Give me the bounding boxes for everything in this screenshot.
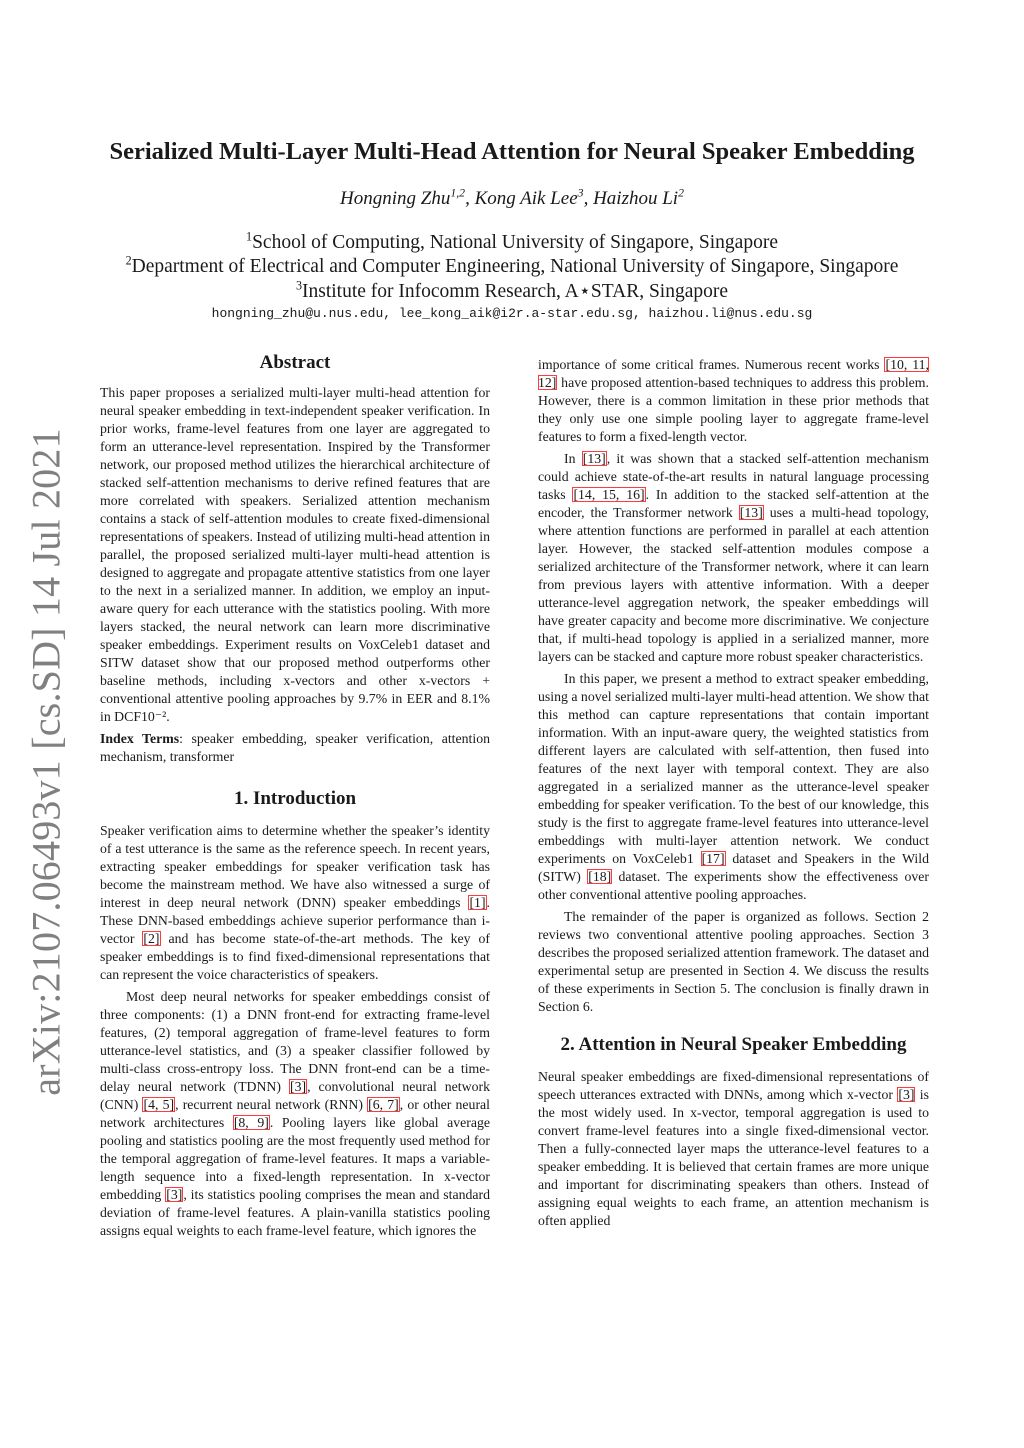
intro-paragraph-4 bbox=[538, 450, 929, 666]
text-run: Neural speaker embeddings are fixed-dimensional representations of speech utterances extracted with DNNs, among which x-vector bbox=[538, 1069, 929, 1102]
index-terms-label: Index Terms bbox=[100, 731, 180, 746]
citation-link[interactable]: [3] bbox=[166, 1187, 183, 1202]
author-separator: , bbox=[583, 188, 594, 209]
author-name: Kong Aik Lee bbox=[474, 188, 578, 209]
affil-text: Department of Electrical and Computer Engineering, National University of Singapore, Singapore bbox=[131, 256, 899, 277]
text-run: dataset and Speakers in the Wild (SITW) bbox=[538, 851, 929, 884]
text-run: Most deep neural networks for speaker embeddings consist of three components: (1) a DNN front-end for extracting frame-level features, (2) temporal aggregation of frame-level features to form utterance-level statistics, and (3) a speaker classifier followed by multi-class cross-entropy loss. The DNN front-end can be a time-delay neural network (TDNN) bbox=[100, 989, 490, 1094]
citation-link[interactable]: [17] bbox=[701, 851, 725, 866]
text-run: have proposed attention-based techniques to address this problem. However, there is a common limitation in these prior methods that they only use one simple pooling layer to aggregate frame-level features to form a fixed-length vector. bbox=[538, 375, 929, 444]
arxiv-sidebar bbox=[23, 428, 69, 1096]
right-column bbox=[538, 356, 929, 1234]
intro-paragraph-2 bbox=[100, 988, 490, 1240]
citation-link[interactable]: [3] bbox=[289, 1079, 307, 1094]
paper-title: Serialized Multi-Layer Multi-Head Attention for Neural Speaker Embedding bbox=[109, 138, 915, 165]
affiliation-3 bbox=[40, 279, 984, 303]
abstract-heading: Abstract bbox=[259, 352, 331, 373]
text-run: and has become state-of-the-art methods. The key of speaker embeddings is to find fixed-dimensional representations that can represent the voice characteristics of speakers. bbox=[100, 931, 491, 982]
citation-link[interactable]: [6, 7] bbox=[368, 1097, 399, 1112]
section-2-paragraph-1 bbox=[538, 1068, 929, 1230]
text-run: , recurrent neural network (RNN) bbox=[175, 1097, 368, 1112]
author-affil-mark: 1,2 bbox=[450, 186, 466, 200]
left-column bbox=[100, 352, 490, 1244]
text-run: . These DNN-based embeddings achieve superior performance than i-vector bbox=[100, 895, 490, 946]
text-run: . Pooling layers like global average pooling and statistics pooling are the most frequently used method for the temporal aggregation of frame-level features. It maps a variable-length sequence into a fixed-length representation. In x-vector embedding bbox=[100, 1115, 490, 1202]
author-name: Haizhou Li bbox=[593, 188, 679, 209]
text-run: In this paper, we present a method to extract speaker embedding, using a novel serialized multi-layer multi-head attention. We show that this method can capture representations that contain important information. With an input-aware query, the weighted statistics from different layers are calculated with self-attention, then fused into features of the next layer with temporal context. They are also aggregated in a serialized manner as the utterance-level speaker embedding for speaker verification. To the best of our knowledge, this study is the first to aggregate frame-level features into utterance-level embeddings with multi-layer attention network. We conduct experiments on VoxCeleb1 bbox=[538, 671, 929, 866]
text-run: uses a multi-head topology, where attention functions are performed in parallel at each attention layer. However, the stacked self-attention modules compose a serialized architecture of the Transformer network, where it can learn from previous layers with attentive information. With a deeper utterance-level aggregation network, the speaker embeddings will have greater capacity and become more discriminative. We conjecture that, if multi-head topology is applied in a serialized manner, more layers can be stacked and capture more robust speaker characteristics. bbox=[538, 505, 930, 664]
arxiv-identifier[interactable]: arXiv:2107.06493v1 [cs.SD] 14 Jul 2021 bbox=[23, 428, 69, 1096]
citation-link[interactable]: [8, 9] bbox=[233, 1115, 269, 1130]
affil-mark: 1 bbox=[246, 229, 253, 244]
author-emails[interactable]: hongning_zhu@u.nus.edu, lee_kong_aik@i2r.a-star.edu.sg, haizhou.li@nus.edu.sg bbox=[211, 306, 813, 321]
text-run: , it was shown that a stacked self-attention mechanism could achieve state-of-the-art results in natural language processing tasks bbox=[538, 451, 929, 502]
intro-paragraph-5 bbox=[538, 670, 929, 904]
intro-paragraph-3 bbox=[538, 356, 929, 446]
citation-link[interactable]: [3] bbox=[898, 1087, 915, 1102]
index-terms bbox=[100, 730, 490, 766]
text-run: . In addition to the stacked self-attention at the encoder, the Transformer network bbox=[538, 487, 929, 520]
text-run: is the most widely used. In x-vector, temporal aggregation is used to convert frame-level features into a single fixed-dimensional vector. Then a fully-connected layer maps the utterance-level features to a speaker embedding. It is believed that certain frames are more unique and important for discriminating speakers than others. Instead of assigning equal weights to each frame, an attention mechanism is often applied bbox=[538, 1087, 929, 1228]
text-run: In bbox=[564, 451, 582, 466]
intro-paragraph-6: The remainder of the paper is organized as follows. Section 2 reviews two conventional attentive pooling approaches. Section 3 describes the proposed serialized attention framework. The dataset and experimental setup are presented in Section 4. We discuss the results of these experiments in Section 5. The conclusion is finally drawn in Section 6. bbox=[538, 909, 929, 1014]
index-terms-text: : speaker embedding, speaker verification, attention mechanism, transformer bbox=[100, 731, 490, 764]
intro-paragraph-1 bbox=[100, 822, 490, 984]
affil-mark: 3 bbox=[295, 278, 302, 293]
text-run: , or other neural network architectures bbox=[100, 1097, 490, 1130]
affiliation-2 bbox=[40, 253, 984, 278]
section-2-heading: 2. Attention in Neural Speaker Embedding bbox=[560, 1034, 907, 1055]
citation-link[interactable]: [1] bbox=[469, 895, 486, 910]
affil-text: School of Computing, National University of Singapore, Singapore bbox=[252, 232, 778, 253]
citation-link[interactable]: [10, 11, 12] bbox=[538, 357, 929, 390]
author-separator: , bbox=[465, 188, 475, 209]
affil-text: Institute for Infocomm Research, A⋆STAR, Singapore bbox=[302, 281, 729, 302]
text-run: importance of some critical frames. Numerous recent works bbox=[538, 357, 885, 372]
citation-link[interactable]: [18] bbox=[588, 869, 612, 884]
affiliation-1 bbox=[40, 229, 984, 254]
text-run: , its statistics pooling comprises the mean and standard deviation of frame-level features. A plain-vanilla statistics pooling assigns equal weights to each frame-level feature, which ignores the bbox=[100, 1187, 491, 1238]
author-list bbox=[60, 188, 964, 210]
text-run: dataset. The experiments show the effectiveness over other conventional attentive pooling approaches. bbox=[538, 869, 929, 902]
abstract-text: This paper proposes a serialized multi-layer multi-head attention for neural speaker embedding in text-independent speaker verification. In prior works, frame-level features from one layer are aggregated to form an utterance-level representation. Inspired by the Transformer network, our proposed method utilizes the hierarchical architecture of stacked self-attention mechanisms to derive refined features that are more correlated with speakers. Serialized attention mechanism contains a stack of self-attention modules to create fixed-dimensional representations of speakers. Instead of utilizing multi-head attention in parallel, the proposed serialized multi-layer multi-head attention is designed to aggregate and propagate attentive statistics from one layer to the next in a serialized manner. In addition, we employ an input-aware query for each utterance with the statistics pooling. With more layers stacked, the neural network can learn more discriminative speaker embeddings. Experiment results on VoxCeleb1 dataset and SITW dataset show that our proposed method outperforms other baseline methods, including x-vectors and other x-vectors + conventional attentive pooling approaches by 9.7% in EER and 8.1% in DCF10⁻². bbox=[100, 385, 490, 724]
citation-link[interactable]: [14, 15, 16] bbox=[573, 487, 645, 502]
text-run: , convolutional neural network (CNN) bbox=[100, 1079, 490, 1112]
author-affil-mark: 3 bbox=[577, 186, 584, 200]
author-affil-mark: 2 bbox=[678, 186, 684, 200]
section-1-heading: 1. Introduction bbox=[233, 788, 357, 809]
citation-link[interactable]: [13] bbox=[582, 451, 606, 466]
citation-link[interactable]: [4, 5] bbox=[143, 1097, 175, 1112]
citation-link[interactable]: [13] bbox=[739, 505, 763, 520]
text-run: Speaker verification aims to determine whether the speaker’s identity of a test utterance is the same as the reference speech. In recent years, extracting speaker embeddings for speaker verification task has become the mainstream method. We have also witnessed a surge of interest in deep neural network (DNN) speaker embeddings bbox=[100, 823, 490, 910]
citation-link[interactable]: [2] bbox=[143, 931, 160, 946]
affil-mark: 2 bbox=[125, 253, 132, 268]
author-name: Hongning Zhu bbox=[340, 188, 451, 209]
